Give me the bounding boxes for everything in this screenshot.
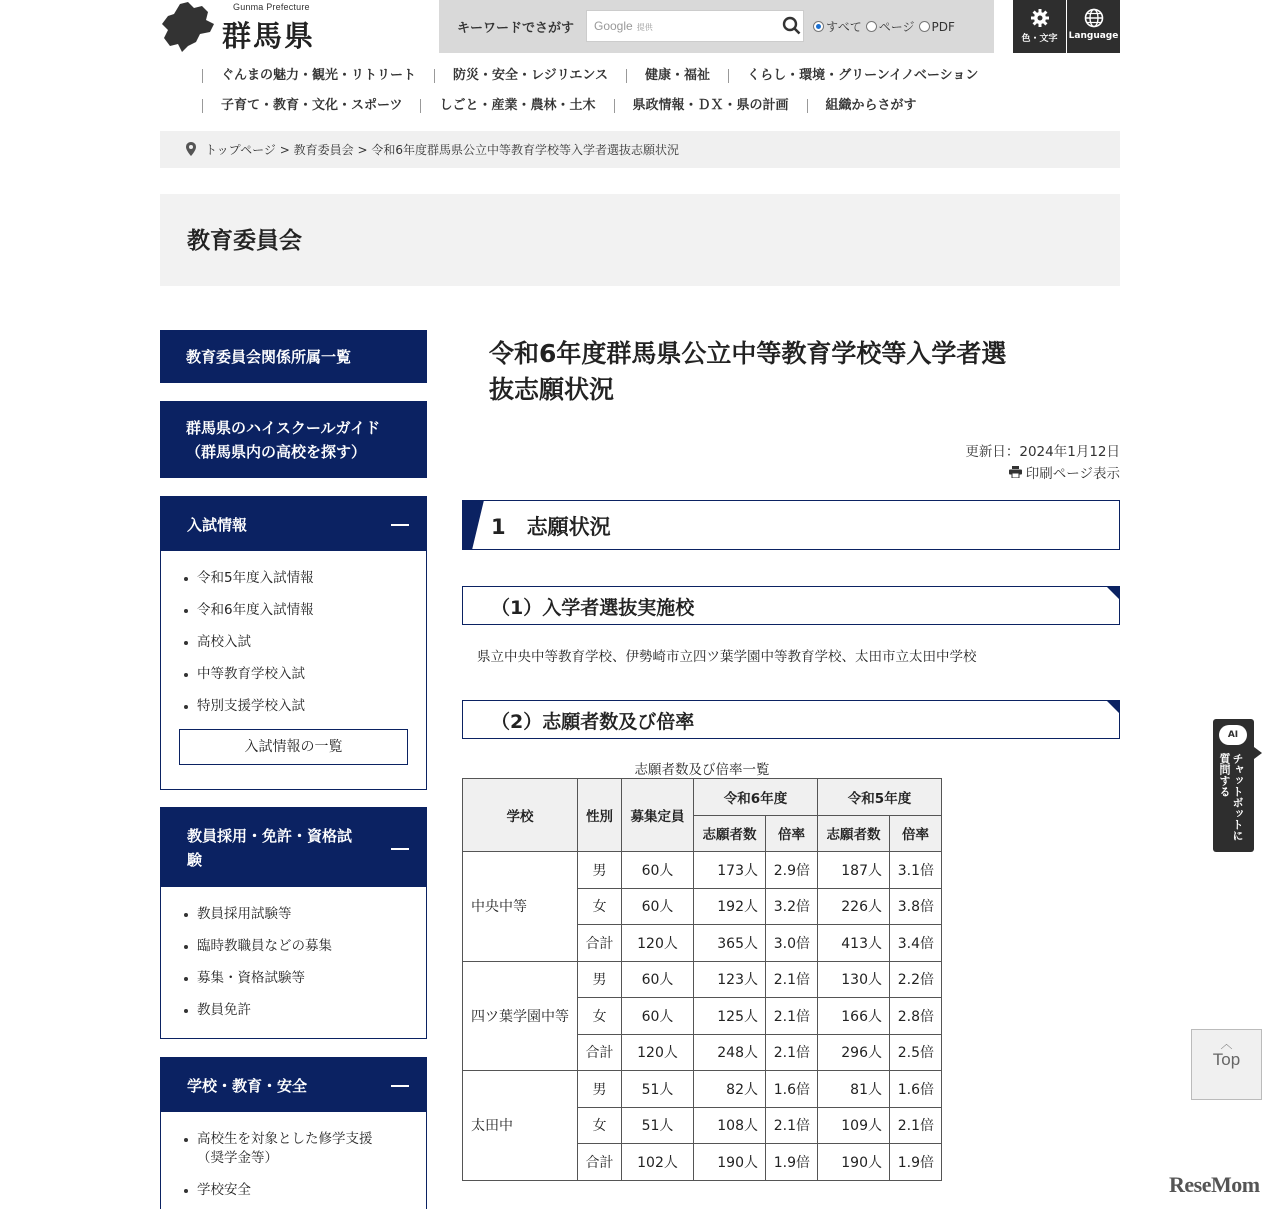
sidebar-item-r6-exam[interactable]: 令和6年度入試情報 (182, 601, 426, 620)
sidebar-item-r5-exam[interactable]: 令和5年度入試情報 (182, 569, 426, 588)
highschool-guide-line2: （群馬県内の高校を探す） (186, 442, 367, 461)
table-row (463, 1071, 942, 1108)
cell-r6-applicants: 192人 (694, 888, 766, 925)
ai-chat-icon: AI (1219, 725, 1247, 745)
sidebar-section-exam-info-header[interactable] (161, 497, 426, 551)
cell-gender: 合計 (578, 1144, 622, 1181)
cell-capacity: 51人 (622, 1107, 694, 1144)
cell-r6-ratio: 2.9倍 (766, 852, 818, 889)
table-row (463, 961, 942, 998)
cell-capacity: 60人 (622, 888, 694, 925)
cell-capacity: 60人 (622, 998, 694, 1035)
sidebar-section-teacher-header[interactable] (161, 808, 426, 887)
search-area (439, 0, 994, 53)
cell-r5-applicants: 109人 (818, 1107, 890, 1144)
heading-corner-mark (1106, 586, 1120, 600)
article-title: 令和6年度群馬県公立中等教育学校等入学者選 抜志願状況 (489, 339, 1007, 404)
cell-gender: 女 (578, 998, 622, 1035)
language-button[interactable] (1067, 0, 1120, 53)
cell-r5-ratio: 2.2倍 (890, 961, 942, 998)
cell-r6-ratio: 2.1倍 (766, 1107, 818, 1144)
chevron-up-icon: ︿ (1220, 1037, 1233, 1051)
collapse-icon[interactable] (391, 848, 409, 850)
search-label: キーワードでさがす (457, 21, 575, 36)
location-pin-icon (186, 142, 196, 156)
cell-r5-ratio: 2.1倍 (890, 1107, 942, 1144)
cell-r6-applicants: 190人 (694, 1144, 766, 1181)
breadcrumb-education-board[interactable]: 教育委員会 (293, 143, 354, 157)
sidebar-section-title: 入試情報 (187, 515, 248, 534)
printer-icon (1009, 466, 1022, 478)
color-text-label: 色・文字 (1021, 34, 1058, 44)
cell-r6-applicants: 123人 (694, 961, 766, 998)
th-gender: 性別 (578, 779, 622, 852)
th-capacity: 募集定員 (622, 779, 694, 852)
collapse-icon[interactable] (391, 1085, 409, 1087)
th-r6-ratio: 倍率 (766, 815, 818, 852)
applicants-table (462, 778, 942, 1181)
cell-r6-applicants: 82人 (694, 1071, 766, 1108)
cell-r5-ratio: 2.5倍 (890, 1034, 942, 1071)
back-to-top-button[interactable] (1191, 1029, 1262, 1100)
collapse-icon[interactable] (391, 524, 409, 526)
cell-gender: 男 (578, 961, 622, 998)
updated-date: 更新日：2024年1月12日 (965, 444, 1120, 460)
cell-r5-applicants: 190人 (818, 1144, 890, 1181)
sidebar-section-school-safety (160, 1057, 427, 1209)
gnav-living-environment[interactable]: くらし・環境・グリーンイノベーション (728, 69, 996, 83)
search-option-all[interactable]: すべて (813, 18, 862, 35)
sidebar-item-recruitment-qualification[interactable]: 募集・資格試験等 (182, 969, 426, 988)
th-r5: 令和5年度 (818, 779, 942, 816)
breadcrumb-separator: > (279, 143, 290, 157)
sidebar-section-title-line2: 験 (187, 850, 203, 869)
cell-r5-ratio: 3.1倍 (890, 852, 942, 889)
gnav-health-welfare[interactable]: 健康・福祉 (626, 69, 728, 83)
cell-r6-applicants: 108人 (694, 1107, 766, 1144)
breadcrumb (160, 131, 1120, 168)
cell-r5-ratio: 1.9倍 (890, 1144, 942, 1181)
cell-capacity: 120人 (622, 925, 694, 962)
heading-implementing-schools: （1）入学者選抜実施校 (462, 586, 1120, 625)
cell-gender: 女 (578, 888, 622, 925)
cell-capacity: 60人 (622, 852, 694, 889)
top-label: Top (1212, 1050, 1241, 1069)
cell-r5-ratio: 1.6倍 (890, 1071, 942, 1108)
search-option-pdf[interactable]: PDF (919, 20, 955, 34)
cell-gender: 男 (578, 1071, 622, 1108)
section-heading: 教育委員会 (187, 228, 302, 254)
search-scope-options (813, 18, 955, 35)
sidebar-section-title-line1: 教員採用・免許・資格試 (187, 826, 353, 845)
sidebar-section-title: 学校・教育・安全 (187, 1076, 308, 1095)
cell-school: 四ツ葉学園中等 (463, 961, 578, 1071)
heading-application-status: 1 志願状況 (462, 500, 1120, 550)
cell-r6-ratio: 2.1倍 (766, 1034, 818, 1071)
sidebar-item-highschool-exam[interactable]: 高校入試 (182, 633, 426, 652)
cell-r5-ratio: 3.4倍 (890, 925, 942, 962)
cell-r6-ratio: 1.9倍 (766, 1144, 818, 1181)
chatbot-arrow (1254, 747, 1262, 759)
radio-all[interactable] (813, 21, 824, 32)
radio-page[interactable] (866, 21, 877, 32)
sidebar-item-teacher-exam[interactable]: 教員採用試験等 (182, 905, 426, 924)
implementing-schools-text: 県立中央中等教育学校、伊勢崎市立四ツ葉学園中等教育学校、太田市立太田中学校 (477, 649, 977, 665)
sidebar-item-special-support-exam[interactable]: 特別支援学校入試 (182, 697, 426, 716)
global-nav-row1 (202, 69, 996, 83)
gear-icon (1030, 8, 1050, 28)
cell-r5-applicants: 296人 (818, 1034, 890, 1071)
cell-r6-applicants: 125人 (694, 998, 766, 1035)
cell-r6-ratio: 2.1倍 (766, 961, 818, 998)
breadcrumb-separator: > (357, 143, 368, 157)
pref-name-en: Gunma Prefecture (233, 2, 310, 12)
print-label: 印刷ページ表示 (1025, 466, 1120, 482)
cell-capacity: 102人 (622, 1144, 694, 1181)
cell-r5-applicants: 187人 (818, 852, 890, 889)
cell-r6-applicants: 173人 (694, 852, 766, 889)
chatbot-label: チャットボットに質問する (1218, 753, 1244, 841)
search-placeholder-suffix: 提供 (636, 23, 653, 32)
gnav-childcare-education[interactable]: 子育て・教育・文化・スポーツ (202, 99, 420, 113)
sidebar-item-temporary-staff[interactable]: 臨時教職員などの募集 (182, 937, 426, 956)
site-logo[interactable] (160, 0, 340, 55)
gunma-map-icon (160, 2, 216, 52)
th-r6-applicants: 志願者数 (694, 815, 766, 852)
print-page-link[interactable] (1009, 462, 1120, 482)
sidebar-item-secondary-school-exam[interactable]: 中等教育学校入試 (182, 665, 426, 684)
th-r6: 令和6年度 (694, 779, 818, 816)
sidebar-highschool-guide-button[interactable] (160, 401, 427, 478)
globe-icon (1084, 8, 1104, 28)
cell-r6-applicants: 365人 (694, 925, 766, 962)
cell-capacity: 51人 (622, 1071, 694, 1108)
cell-r6-ratio: 1.6倍 (766, 1071, 818, 1108)
cell-r6-ratio: 2.1倍 (766, 998, 818, 1035)
th-r5-ratio: 倍率 (890, 815, 942, 852)
section-heading-panel (160, 194, 1120, 286)
pref-name-jp: 群馬県 (222, 19, 316, 53)
sidebar-section-exam-info (160, 496, 427, 790)
cell-r5-applicants: 166人 (818, 998, 890, 1035)
sidebar-item-school-safety[interactable]: 学校安全 (182, 1181, 426, 1200)
search-placeholder: Google (594, 19, 633, 33)
resemom-watermark: ReseMom (1169, 1172, 1260, 1197)
radio-pdf[interactable] (919, 21, 930, 32)
th-r5-applicants: 志願者数 (818, 815, 890, 852)
cell-gender: 女 (578, 1107, 622, 1144)
cell-r5-applicants: 413人 (818, 925, 890, 962)
breadcrumb-top[interactable]: トップページ (205, 143, 276, 157)
color-text-button[interactable] (1013, 0, 1066, 53)
cell-r5-ratio: 3.8倍 (890, 888, 942, 925)
table-caption: 志願者数及び倍率一覧 (634, 762, 770, 778)
gnav-prefecture-info[interactable]: 県政情報・ＤＸ・県の計画 (614, 99, 807, 113)
cell-school: 太田中 (463, 1071, 578, 1181)
search-icon[interactable] (782, 16, 801, 35)
cell-r5-applicants: 226人 (818, 888, 890, 925)
highschool-guide-line1: 群馬県のハイスクールガイド (186, 418, 381, 437)
cell-r6-ratio: 3.2倍 (766, 888, 818, 925)
heading-accent (462, 500, 486, 550)
sidebar-item-study-support[interactable]: 高校生を対象とした修学支援 （奨学金等） (182, 1130, 426, 1168)
gnav-organization[interactable]: 組織からさがす (807, 99, 935, 113)
cell-capacity: 120人 (622, 1034, 694, 1071)
cell-r5-applicants: 130人 (818, 961, 890, 998)
sidebar-section-teacher-recruitment (160, 807, 427, 1039)
cell-capacity: 60人 (622, 961, 694, 998)
search-option-page[interactable]: ページ (866, 18, 915, 35)
gnav-charm-tourism[interactable]: ぐんまの魅力・観光・リトリート (202, 69, 434, 83)
cell-gender: 男 (578, 852, 622, 889)
heading-applicants-ratio: （2）志願者数及び倍率 (462, 700, 1120, 739)
language-label: Language (1068, 31, 1119, 41)
cell-r6-ratio: 3.0倍 (766, 925, 818, 962)
table-row (463, 852, 942, 889)
breadcrumb-current: 令和6年度群馬県公立中等教育学校等入学者選抜志願状況 (371, 143, 680, 157)
cell-school: 中央中等 (463, 852, 578, 962)
sidebar-section-school-header[interactable] (161, 1058, 426, 1112)
heading-corner-mark (1106, 700, 1120, 714)
gnav-disaster-safety[interactable]: 防災・安全・レジリエンス (434, 69, 626, 83)
cell-gender: 合計 (578, 1034, 622, 1071)
search-input[interactable] (586, 10, 804, 42)
th-school: 学校 (463, 779, 578, 852)
sidebar-item-teacher-license[interactable]: 教員免許 (182, 1001, 426, 1020)
sidebar-related-offices-button[interactable]: 教育委員会関係所属一覧 (160, 330, 427, 383)
gnav-work-industry[interactable]: しごと・産業・農林・土木 (420, 99, 613, 113)
cell-gender: 合計 (578, 925, 622, 962)
global-nav-row2 (202, 99, 935, 113)
cell-r5-applicants: 81人 (818, 1071, 890, 1108)
exam-info-list-button[interactable]: 入試情報の一覧 (179, 729, 408, 765)
cell-r6-applicants: 248人 (694, 1034, 766, 1071)
cell-r5-ratio: 2.8倍 (890, 998, 942, 1035)
chatbot-button[interactable] (1213, 719, 1254, 852)
